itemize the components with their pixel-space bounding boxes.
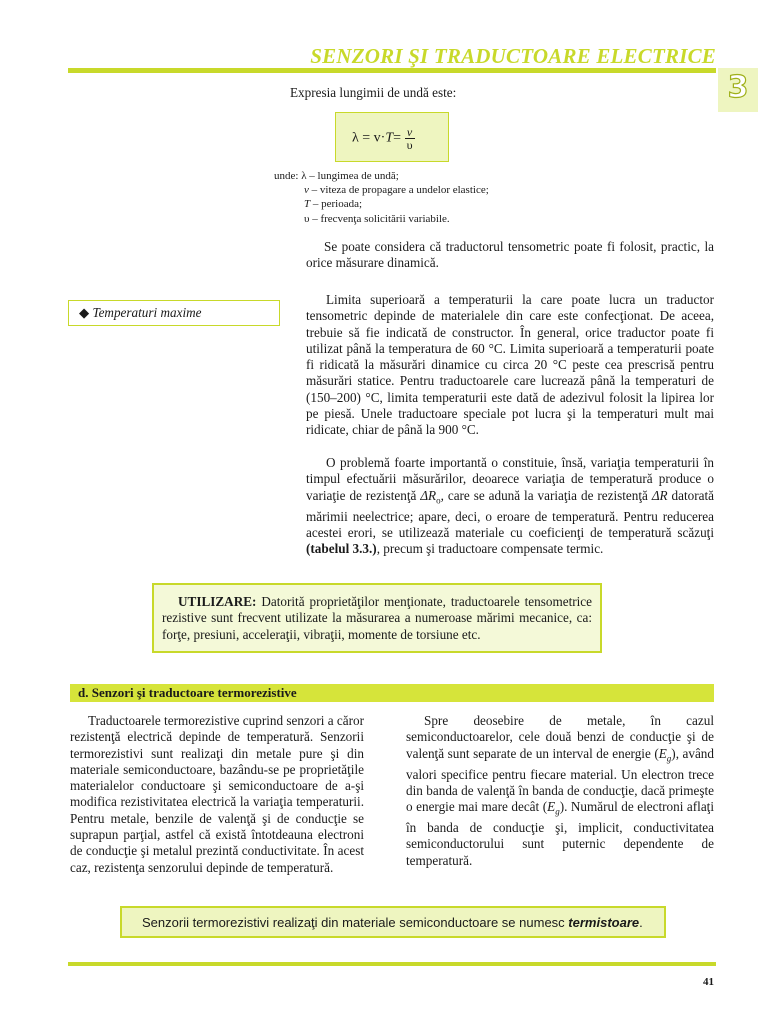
diamond-bullet-icon: ◆ <box>79 305 90 320</box>
header-rule <box>68 68 716 73</box>
p3-subscript: o <box>436 495 441 506</box>
section-heading: d. Senzori şi traductoare termorezistive <box>78 685 297 700</box>
running-header-title: SENZORI ŞI TRADUCTOARE ELECTRICE <box>310 44 716 68</box>
col-right-b: ), având valori specifice pentru fiecare material. Un electron trece din banda de valenţă în banda de conducţie, dacă primeşte o energie mai mare decât ( <box>406 745 714 815</box>
usage-label: UTILIZARE: <box>178 594 257 609</box>
legend-row <box>274 169 574 183</box>
legend-text: – lungimea de undă; <box>306 170 399 182</box>
side-label-text: Temperaturi maxime <box>92 305 202 320</box>
formula-equals: = <box>393 130 402 146</box>
energy-gap-subscript: g <box>555 806 560 817</box>
usage-text <box>162 594 592 643</box>
thermistor-term: termistoare <box>568 915 640 930</box>
p3-text-d: , precum şi traductoare compensate termic. <box>376 541 604 557</box>
legend-row <box>274 197 574 211</box>
legend-symbol: T <box>304 198 311 211</box>
p3-text-b: , care se adună la variaţia de rezistenţă <box>440 487 652 503</box>
usage-body: Datorită proprietăţilor menţionate, traductoarele tensometrice rezistive sunt frecvent utilizate la măsurarea a numeroase mărimi mecanice, ca: forţe, presiuni, acceleraţii, vibraţii, momente de torsiune etc. <box>162 594 592 642</box>
formula-intro: Expresia lungimii de undă este: <box>290 85 457 100</box>
legend-row <box>274 183 574 197</box>
legend-text: – perioada; <box>310 198 363 211</box>
fraction-denominator: υ <box>406 138 413 152</box>
column-left-text: Traductoarele termorezistive cuprind senzori a căror rezistenţă electrică depinde de temperatură. Senzorii termorezistivi sunt realizaţi din metale pure şi din materiale semiconductoare, bazându-se pe proprietăţile materialelor conductoare şi semiconductoare de a-şi modifica rezistivitatea electrică la variaţia temperaturii. Pentru metale, benzile de valenţă şi de conducţie se suprapun parţial, astfel că există întotdeauna electroni de conducţie şi metalul prezintă conductivitate. În acest caz, rezistenţa senzorului depinde de temperatură. <box>70 713 364 875</box>
formula-box <box>335 112 449 162</box>
legend-text: – frecvenţa solicitării variabile. <box>309 212 450 225</box>
usage-box <box>152 583 602 653</box>
symbol-legend <box>274 169 574 226</box>
paragraph-temperature-error <box>306 455 714 557</box>
paragraph-max-temperature: Limita superioară a temperaturii la care poate lucra un traductor tensometric depinde de materialele din care este confecţionat. De aceea, trebuie să fie indicată de constructor. În general, orice traductor poate fi utilizat până la temperatura de 60 °C. Limita superioară a temperaturii poate fi ridicată la măsurări dinamice cu circa 20 °C peste cea prescrisă pentru măsurări statice. Pentru traductoarele care lucrează până la temperaturi de (150–200) °C, limita temperaturii este dată de adezivul folosit la lipirea lor pe piesă. Unele traductoare speciale pot lucra şi la temperaturi mult mai ridicate, chiar de până la 900 °C. <box>306 292 714 438</box>
column-right-text <box>406 713 714 869</box>
formula-fraction <box>405 126 415 151</box>
col-right-c: ). Numărul de electroni aflaţi în banda de conducţie şi, implicit, conductivitatea semiconductorului sunt puternic dependente de temperatură. <box>406 799 715 868</box>
formula-period-symbol: T <box>385 130 394 146</box>
legend-lead: unde: <box>274 170 299 182</box>
footer-rule <box>68 962 716 966</box>
definition-end: . <box>639 915 643 930</box>
table-reference: (tabelul 3.3.) <box>306 541 377 557</box>
fraction-numerator: v <box>405 126 415 139</box>
legend-text: – viteza de propagare a undelor elastice; <box>308 184 489 197</box>
energy-gap-subscript: g <box>666 753 672 764</box>
page-number: 41 <box>703 976 714 988</box>
col-right-a: Spre deosebire de metale, în cazul semiconductoarelor, cele două benzi de conducţie şi de valenţă sunt separate de un interval de energie ( <box>406 713 714 761</box>
p3-delta-r0: ΔR <box>420 487 437 503</box>
definition-text: Senzorii termorezistivi realizaţi din materiale semiconductoare se numesc <box>142 915 569 930</box>
energy-gap-symbol: E <box>547 799 556 815</box>
energy-gap-symbol: E <box>658 745 667 761</box>
paragraph-dynamic-measurement: Se poate considera că traductorul tensometric poate fi folosit, practic, la orice măsurare dinamică. <box>306 239 714 271</box>
legend-symbol: v <box>304 184 309 197</box>
p3-text-c: datorată mărimii neelectrice; apare, deci, o eroare de temperatură. Pentru reducerea acestei erori, se utilizează materiale cu coeficienţi de temperatură scăzuţi <box>306 487 715 540</box>
thermistor-definition-box <box>120 906 666 938</box>
legend-symbol: λ <box>301 170 307 182</box>
legend-symbol: υ <box>304 212 310 225</box>
chapter-number: 3 <box>727 70 749 105</box>
p3-delta-r: ΔR <box>651 487 668 503</box>
wavelength-formula <box>352 126 415 151</box>
p3-text-a: O problemă foarte importantă o constituie, însă, variaţia temperaturii în timpul efectuării măsurărilor, deoarece variaţia de temperatură produce o variaţie de rezistenţă <box>306 455 714 503</box>
side-label-temperatures <box>68 300 280 326</box>
legend-row <box>274 212 574 226</box>
formula-lhs: λ = v· <box>352 130 386 146</box>
